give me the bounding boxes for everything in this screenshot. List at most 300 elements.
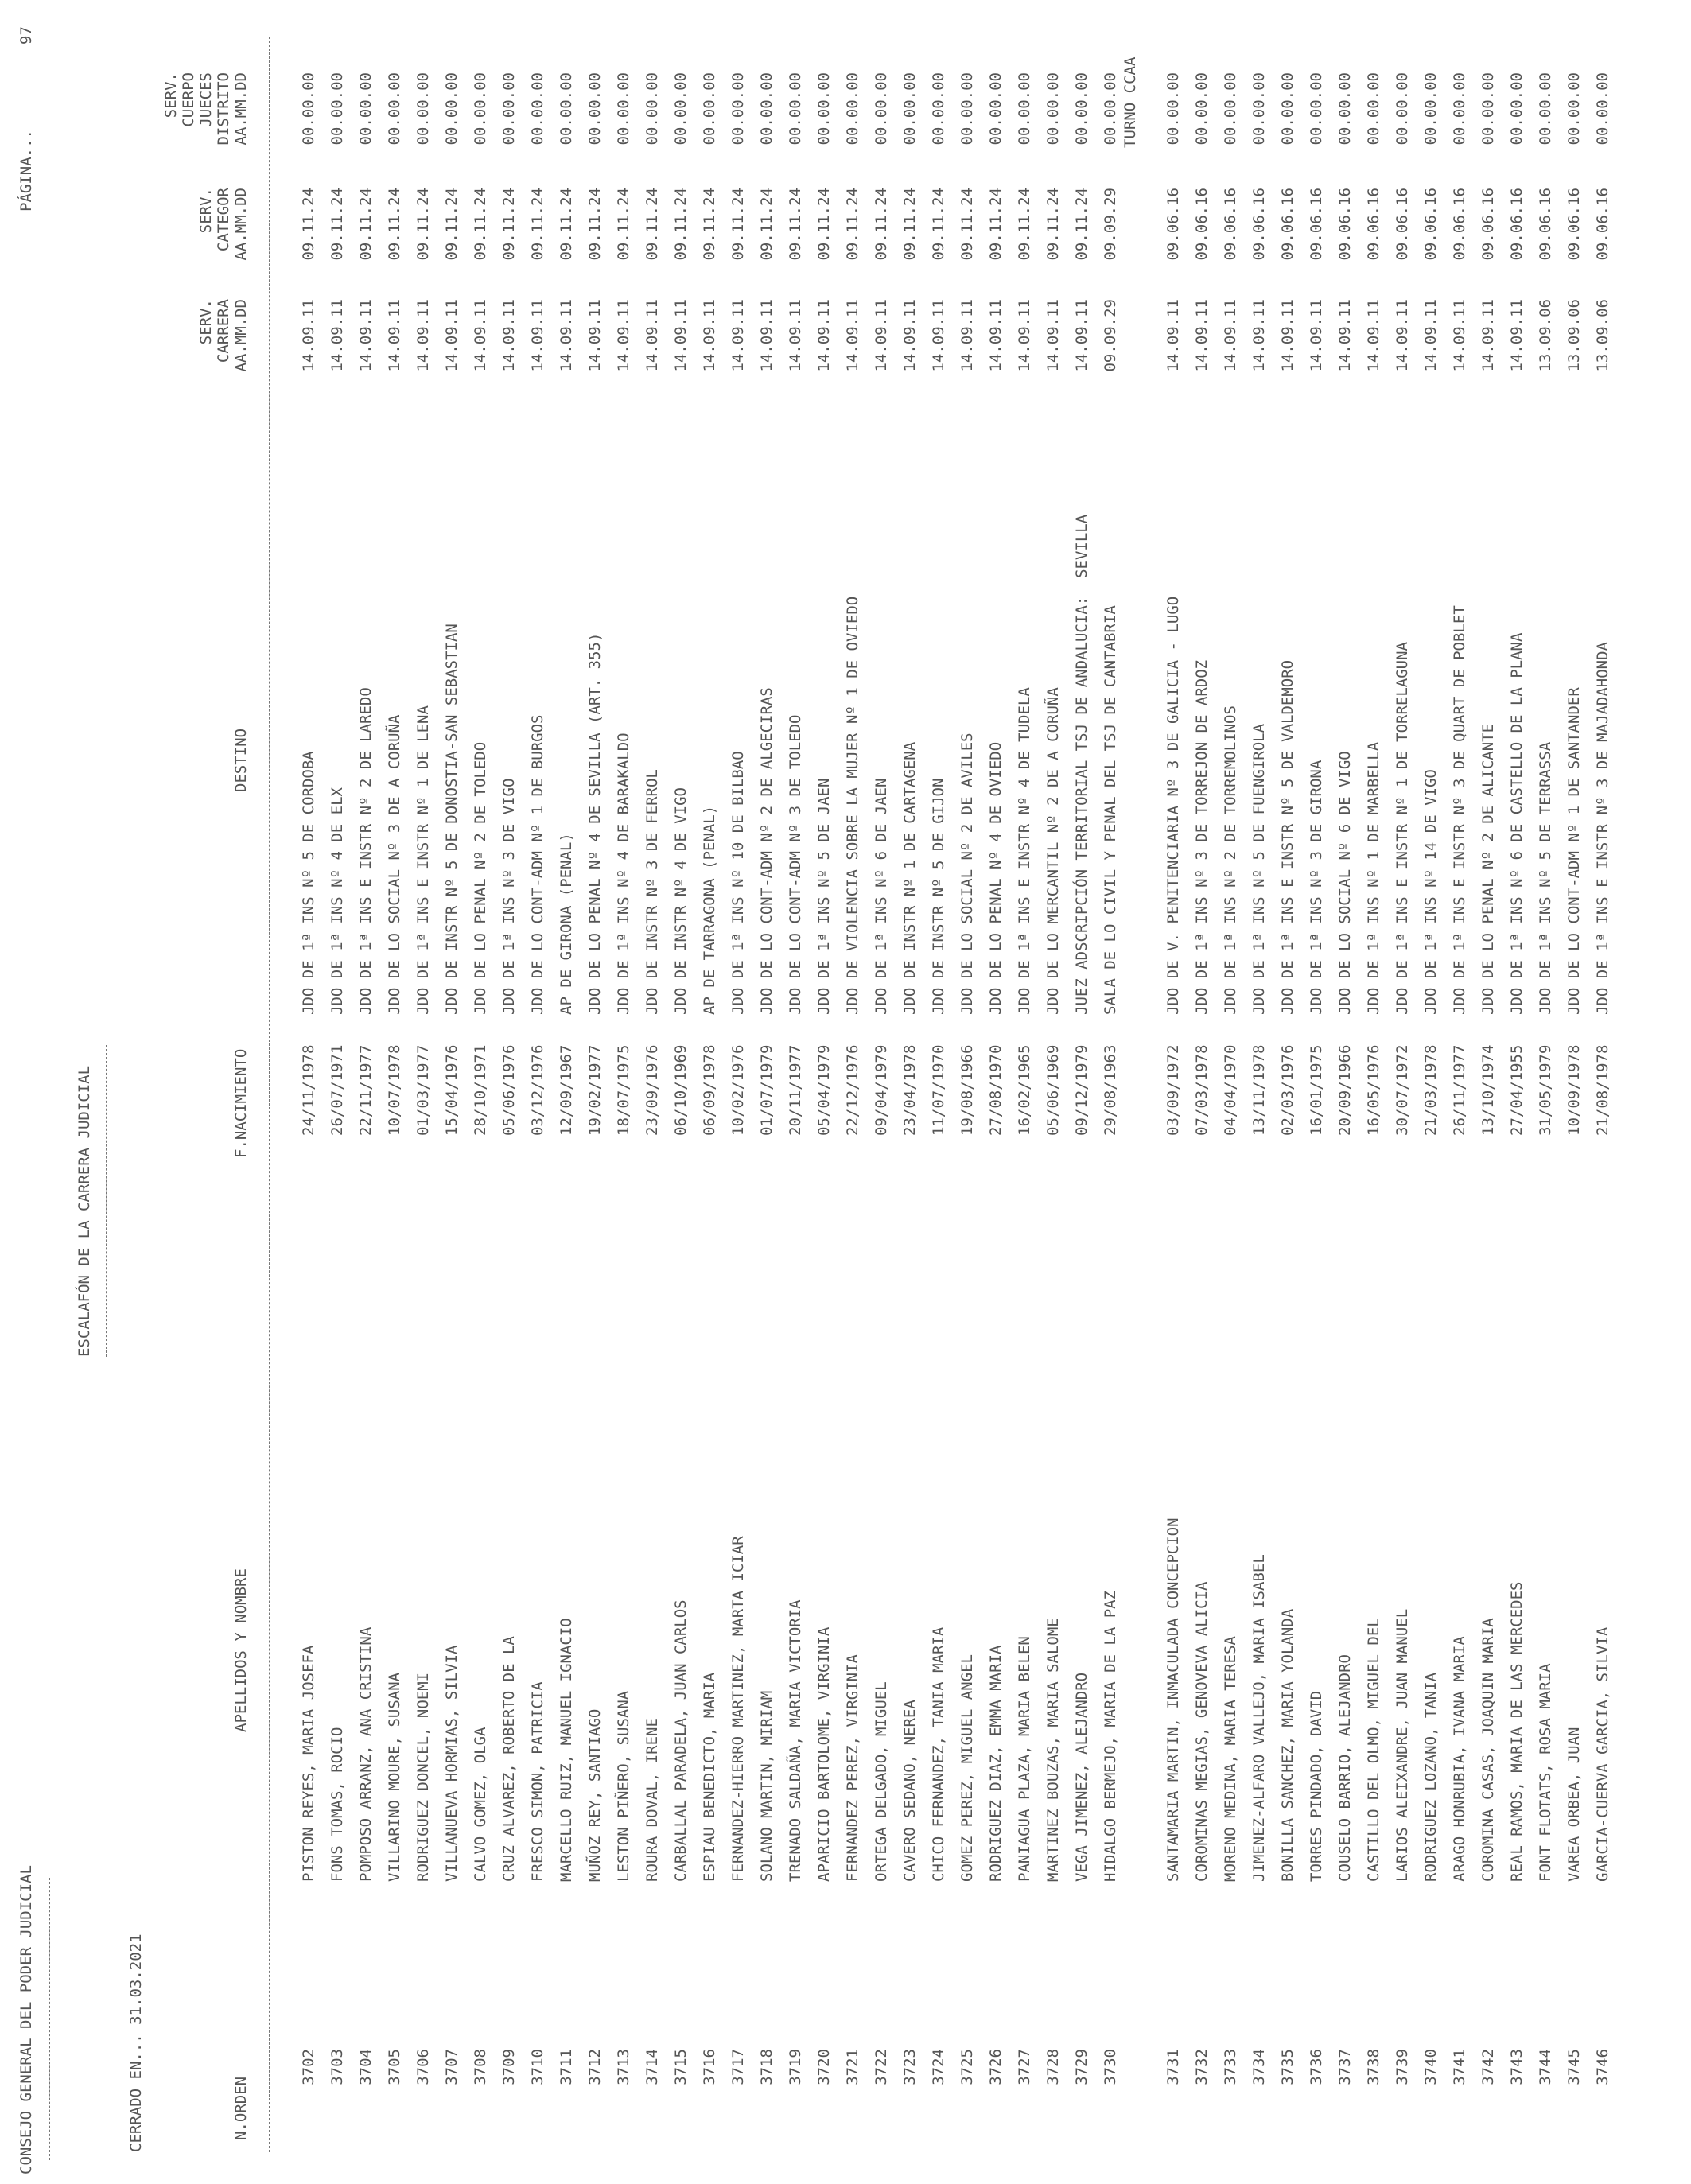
table-row	[1273, 0, 1302, 2184]
table-row	[437, 0, 466, 2184]
table-row	[1245, 0, 1273, 2184]
header-separator	[269, 37, 270, 2152]
serv-categor-cell: 09.11.24	[643, 188, 661, 261]
serv-distrito-cell: 00.00.00	[1073, 72, 1090, 146]
name-cell: FONT FLOTATS, ROSA MARIA	[1537, 1663, 1554, 1882]
orden-cell: 3742	[1479, 2049, 1497, 2085]
page-number: 97	[17, 26, 35, 45]
destination-cell: JDO DE LO SOCIAL Nº 3 DE A CORUÑA	[386, 714, 403, 1015]
destination-cell: JDO DE INSTR Nº 4 DE VIGO	[672, 787, 690, 1015]
birth-date-cell: 27/08/1970	[987, 1044, 1005, 1136]
serv-distrito-cell: 00.00.00	[1250, 72, 1268, 146]
serv-carrera-cell: 14.09.11	[1193, 299, 1211, 372]
serv-categor-cell: 09.06.16	[1193, 188, 1211, 261]
serv-carrera-cell: 14.09.11	[1394, 299, 1411, 372]
destination-cell: JDO DE 1ª INS Nº 2 DE TORREMOLINOS	[1222, 705, 1239, 1015]
serv-carrera-cell: 14.09.11	[787, 299, 804, 372]
serv-carrera-cell: 14.09.11	[357, 299, 375, 372]
destination-cell: JDO DE 1ª INS Nº 4 DE BARAKALDO	[615, 733, 632, 1015]
orden-cell: 3740	[1422, 2049, 1440, 2085]
table-row	[352, 0, 380, 2184]
serv-distrito-cell: 00.00.00	[1508, 72, 1526, 146]
orden-cell: 3713	[615, 2049, 632, 2085]
organization-underline	[49, 1878, 50, 2160]
header-categor-3: AA.MM.DD	[232, 188, 250, 261]
orden-cell: 3743	[1508, 2049, 1526, 2085]
serv-categor-cell: 09.06.16	[1308, 188, 1325, 261]
name-cell: LARIOS ALEIXANDRE, JUAN MANUEL	[1394, 1608, 1411, 1882]
name-cell: FERNANDEZ PEREZ, VIRGINIA	[844, 1654, 861, 1882]
serv-distrito-cell: 00.00.00	[1164, 72, 1182, 146]
orden-cell: 3735	[1279, 2049, 1296, 2085]
orden-cell: 3729	[1073, 2049, 1090, 2085]
serv-categor-cell: 09.11.24	[873, 188, 890, 261]
serv-distrito-cell: 00.00.00	[1451, 72, 1468, 146]
table-row	[1560, 0, 1588, 2184]
birth-date-cell: 05/04/1979	[815, 1044, 833, 1136]
serv-categor-cell: 09.06.16	[1250, 188, 1268, 261]
orden-cell: 3733	[1222, 2049, 1239, 2085]
table-row	[695, 0, 724, 2184]
name-cell: VEGA JIMENEZ, ALEJANDRO	[1073, 1672, 1090, 1882]
table-row	[724, 0, 752, 2184]
serv-categor-cell: 09.11.24	[1073, 188, 1090, 261]
serv-carrera-cell: 13.09.06	[1565, 299, 1583, 372]
serv-distrito-cell: 00.00.00	[1422, 72, 1440, 146]
destination-cell: JDO DE 1ª INS Nº 5 DE TERRASSA	[1537, 741, 1554, 1015]
birth-date-cell: 13/11/1978	[1250, 1044, 1268, 1136]
serv-distrito-cell: 00.00.00	[500, 72, 518, 146]
turno-ccaa-label: TURNO CCAA	[1122, 56, 1139, 148]
serv-carrera-cell: 14.09.11	[758, 299, 776, 372]
serv-distrito-cell: 00.00.00	[472, 72, 489, 146]
serv-distrito-cell: 00.00.00	[758, 72, 776, 146]
birth-date-cell: 12/09/1967	[558, 1044, 575, 1136]
serv-categor-cell: 09.11.24	[987, 188, 1005, 261]
birth-date-cell: 21/03/1978	[1422, 1044, 1440, 1136]
destination-cell: JDO DE VIOLENCIA SOBRE LA MUJER Nº 1 DE OVIEDO	[844, 596, 861, 1015]
birth-date-cell: 19/08/1966	[958, 1044, 976, 1136]
serv-categor-cell: 09.11.24	[815, 188, 833, 261]
birth-date-cell: 28/10/1971	[472, 1044, 489, 1136]
orden-cell: 3708	[472, 2049, 489, 2085]
serv-distrito-cell: 00.00.00	[844, 72, 861, 146]
serv-carrera-cell: 14.09.11	[701, 299, 718, 372]
name-cell: CARBALLAL PARADELA, JUAN CARLOS	[672, 1599, 690, 1882]
serv-carrera-cell: 14.09.11	[672, 299, 690, 372]
serv-categor-cell: 09.11.24	[758, 188, 776, 261]
serv-distrito-cell: 00.00.00	[1394, 72, 1411, 146]
serv-carrera-cell: 14.09.11	[1279, 299, 1296, 372]
orden-cell: 3703	[328, 2049, 346, 2085]
serv-distrito-cell: 00.00.00	[729, 72, 747, 146]
name-cell: REAL RAMOS, MARIA DE LAS MERCEDES	[1508, 1581, 1526, 1882]
orden-cell: 3728	[1044, 2049, 1062, 2085]
serv-categor-cell: 09.11.24	[558, 188, 575, 261]
birth-date-cell: 05/06/1969	[1044, 1044, 1062, 1136]
serv-distrito-cell: 00.00.00	[701, 72, 718, 146]
destination-cell: JDO DE 1ª INS E INSTR Nº 5 DE VALDEMORO	[1279, 659, 1296, 1015]
serv-carrera-cell: 14.09.11	[1479, 299, 1497, 372]
orden-cell: 3744	[1537, 2049, 1554, 2085]
name-cell: VAREA ORBEA, JUAN	[1565, 1727, 1583, 1882]
serv-categor-cell: 09.11.24	[328, 188, 346, 261]
orden-cell: 3737	[1336, 2049, 1354, 2085]
name-cell: ROURA DOVAL, IRENE	[643, 1718, 661, 1882]
name-cell: APARICIO BARTOLOME, VIRGINIA	[815, 1626, 833, 1882]
serv-categor-cell: 09.06.16	[1222, 188, 1239, 261]
table-row	[781, 0, 810, 2184]
orden-cell: 3727	[1016, 2049, 1033, 2085]
serv-categor-cell: 09.11.24	[500, 188, 518, 261]
orden-cell: 3718	[758, 2049, 776, 2085]
name-cell: FERNANDEZ-HIERRO MARTINEZ, MARTA ICIAR	[729, 1536, 747, 1882]
table-row	[1331, 0, 1359, 2184]
table-row	[953, 0, 982, 2184]
name-cell: MARCELLO RUIZ, MANUEL IGNACIO	[558, 1618, 575, 1882]
orden-cell: 3741	[1451, 2049, 1468, 2085]
header-categor-1: SERV.	[197, 188, 215, 234]
serv-categor-cell: 09.11.24	[701, 188, 718, 261]
destination-cell: JDO DE INSTR Nº 5 DE GIJON	[930, 778, 947, 1015]
orden-cell: 3712	[586, 2049, 604, 2085]
name-cell: FONS TOMAS, ROCIO	[328, 1727, 346, 1882]
serv-carrera-cell: 14.09.11	[643, 299, 661, 372]
name-cell: CAVERO SEDANO, NEREA	[901, 1700, 919, 1882]
header-nacimiento: F.NACIMIENTO	[232, 1048, 250, 1158]
orden-cell: 3704	[357, 2049, 375, 2085]
birth-date-cell: 22/11/1977	[357, 1044, 375, 1136]
table-row	[752, 0, 781, 2184]
table-row	[1159, 0, 1188, 2184]
header-distrito-2: CUERPO	[180, 72, 197, 127]
name-cell: MUÑOZ REY, SANTIAGO	[586, 1708, 604, 1882]
name-cell: GARCIA-CUERVA GARCIA, SILVIA	[1594, 1626, 1611, 1882]
header-carrera-3: AA.MM.DD	[232, 299, 250, 372]
serv-carrera-cell: 14.09.11	[815, 299, 833, 372]
serv-carrera-cell: 14.09.11	[873, 299, 890, 372]
name-cell: VILLARINO MOURE, SUSANA	[386, 1672, 403, 1882]
birth-date-cell: 10/02/1976	[729, 1044, 747, 1136]
table-row	[1388, 0, 1417, 2184]
name-cell: CASTILLO DEL OLMO, MIGUEL DEL	[1365, 1618, 1382, 1882]
orden-cell: 3709	[500, 2049, 518, 2085]
serv-categor-cell: 09.11.24	[672, 188, 690, 261]
table-row	[609, 0, 638, 2184]
table-row	[1188, 0, 1216, 2184]
serv-distrito-cell: 00.00.00	[1044, 72, 1062, 146]
serv-distrito-cell: 00.00.00	[1016, 72, 1033, 146]
name-cell: ARAGO HONRUBIA, IVANA MARIA	[1451, 1636, 1468, 1882]
name-cell: COROMINAS MEGIAS, GENOVEVA ALICIA	[1193, 1581, 1211, 1882]
serv-categor-cell: 09.06.16	[1565, 188, 1583, 261]
serv-distrito-cell: 00.00.00	[1279, 72, 1296, 146]
name-cell: GOMEZ PEREZ, MIGUEL ANGEL	[958, 1654, 976, 1882]
serv-categor-cell: 09.11.24	[787, 188, 804, 261]
serv-distrito-cell: 00.00.00	[787, 72, 804, 146]
serv-distrito-cell: 00.00.00	[930, 72, 947, 146]
destination-cell: JDO DE LO CONT-ADM Nº 1 DE BURGOS	[529, 714, 546, 1015]
table-row	[1216, 0, 1245, 2184]
birth-date-cell: 16/02/1965	[1016, 1044, 1033, 1136]
serv-carrera-cell: 14.09.11	[386, 299, 403, 372]
serv-carrera-cell: 14.09.11	[1451, 299, 1468, 372]
serv-categor-cell: 09.06.16	[1422, 188, 1440, 261]
orden-cell: 3724	[930, 2049, 947, 2085]
birth-date-cell: 06/10/1969	[672, 1044, 690, 1136]
destination-cell: SALA DE LO CIVIL Y PENAL DEL TSJ DE CANTABRIA	[1102, 605, 1119, 1015]
table-row	[1039, 0, 1067, 2184]
birth-date-cell: 10/07/1978	[386, 1044, 403, 1136]
table-row	[838, 0, 867, 2184]
table-row	[867, 0, 896, 2184]
serv-carrera-cell: 14.09.11	[500, 299, 518, 372]
serv-categor-cell: 09.11.24	[1044, 188, 1062, 261]
serv-distrito-cell: 00.00.00	[1102, 72, 1119, 146]
orden-cell: 3730	[1102, 2049, 1119, 2085]
serv-categor-cell: 09.06.16	[1537, 188, 1554, 261]
orden-cell: 3723	[901, 2049, 919, 2085]
orden-cell: 3715	[672, 2049, 690, 2085]
table-row	[1502, 0, 1531, 2184]
destination-cell: JDO DE LO PENAL Nº 4 DE SEVILLA (ART. 355)	[586, 632, 604, 1015]
serv-carrera-cell: 14.09.11	[328, 299, 346, 372]
table-row	[810, 0, 838, 2184]
serv-distrito-cell: 00.00.00	[1193, 72, 1211, 146]
serv-carrera-cell: 14.09.11	[443, 299, 461, 372]
serv-distrito-cell: 00.00.00	[558, 72, 575, 146]
table-row	[294, 0, 323, 2184]
orden-cell: 3738	[1365, 2049, 1382, 2085]
table-row	[1417, 0, 1445, 2184]
destination-cell: JDO DE LO CONT-ADM Nº 1 DE SANTANDER	[1565, 687, 1583, 1015]
serv-distrito-cell: 00.00.00	[958, 72, 976, 146]
birth-date-cell: 30/07/1972	[1394, 1044, 1411, 1136]
serv-carrera-cell: 14.09.11	[958, 299, 976, 372]
orden-cell: 3731	[1164, 2049, 1182, 2085]
serv-categor-cell: 09.11.24	[586, 188, 604, 261]
serv-categor-cell: 09.06.16	[1336, 188, 1354, 261]
closed-date: CERRADO EN... 31.03.2021	[127, 1933, 145, 2152]
destination-cell: JDO DE LO PENAL Nº 2 DE TOLEDO	[472, 741, 489, 1015]
serv-distrito-cell: 00.00.00	[987, 72, 1005, 146]
name-cell: SOLANO MARTIN, MIRIAM	[758, 1690, 776, 1882]
serv-carrera-cell: 14.09.11	[1164, 299, 1182, 372]
header-distrito-5: AA.MM.DD	[232, 72, 250, 146]
name-cell: POMPOSO ARRANZ, ANA CRISTINA	[357, 1626, 375, 1882]
serv-distrito-cell: 00.00.00	[1594, 72, 1611, 146]
serv-categor-cell: 09.11.24	[729, 188, 747, 261]
destination-cell: JDO DE 1ª INS E INSTR Nº 2 DE LAREDO	[357, 687, 375, 1015]
destination-cell: JDO DE 1ª INS Nº 5 DE CORDOBA	[300, 751, 317, 1015]
serv-distrito-cell: 00.00.00	[672, 72, 690, 146]
table-row	[409, 0, 437, 2184]
table-row	[667, 0, 695, 2184]
destination-cell: AP DE TARRAGONA (PENAL)	[701, 805, 718, 1015]
birth-date-cell: 16/01/1975	[1308, 1044, 1325, 1136]
serv-distrito-cell: 00.00.00	[1222, 72, 1239, 146]
document-title: ESCALAFÓN DE LA CARRERA JUDICIAL	[76, 1065, 93, 1357]
name-cell: TRENADO SALDAÑA, MARIA VICTORIA	[787, 1599, 804, 1882]
destination-cell: JDO DE 1ª INS Nº 10 DE BILBAO	[729, 751, 747, 1015]
table-row	[638, 0, 667, 2184]
destination-cell: JDO DE 1ª INS E INSTR Nº 3 DE MAJADAHONDA	[1594, 642, 1611, 1015]
name-cell: BONILLA SANCHEZ, MARIA YOLANDA	[1279, 1608, 1296, 1882]
destination-cell: JDO DE 1ª INS Nº 1 DE MARBELLA	[1365, 741, 1382, 1015]
header-distrito-1: SERV.	[162, 72, 180, 119]
destination-cell: JDO DE 1ª INS E INSTR Nº 3 DE QUART DE POBLET	[1451, 605, 1468, 1015]
header-nombre: APELLIDOS Y NOMBRE	[232, 1568, 250, 1732]
serv-distrito-cell: 00.00.00	[386, 72, 403, 146]
table-row	[1445, 0, 1474, 2184]
birth-date-cell: 26/11/1977	[1451, 1044, 1468, 1136]
serv-categor-cell: 09.06.16	[1279, 188, 1296, 261]
destination-cell: JDO DE 1ª INS Nº 3 DE VIGO	[500, 778, 518, 1015]
destination-cell: JDO DE LO SOCIAL Nº 2 DE AVILES	[958, 733, 976, 1015]
table-row	[1067, 0, 1096, 2184]
orden-cell: 3711	[558, 2049, 575, 2085]
serv-categor-cell: 09.11.24	[615, 188, 632, 261]
table-row	[982, 0, 1010, 2184]
serv-carrera-cell: 14.09.11	[1073, 299, 1090, 372]
birth-date-cell: 02/03/1976	[1279, 1044, 1296, 1136]
birth-date-cell: 15/04/1976	[443, 1044, 461, 1136]
destination-cell: JDO DE LO CONT-ADM Nº 2 DE ALGECIRAS	[758, 687, 776, 1015]
table-row	[1359, 0, 1388, 2184]
name-cell: RODRIGUEZ LOZANO, TANIA	[1422, 1672, 1440, 1882]
table-row	[523, 0, 552, 2184]
orden-cell: 3726	[987, 2049, 1005, 2085]
serv-carrera-cell: 14.09.11	[1250, 299, 1268, 372]
destination-cell: JDO DE INSTR Nº 3 DE FERROL	[643, 769, 661, 1015]
serv-distrito-cell: 00.00.00	[643, 72, 661, 146]
birth-date-cell: 07/03/1978	[1193, 1044, 1211, 1136]
table-row	[1531, 0, 1560, 2184]
serv-carrera-cell: 14.09.11	[1336, 299, 1354, 372]
serv-categor-cell: 09.06.16	[1594, 188, 1611, 261]
table-row	[1474, 0, 1502, 2184]
serv-categor-cell: 09.11.24	[300, 188, 317, 261]
serv-distrito-cell: 00.00.00	[529, 72, 546, 146]
serv-categor-cell: 09.11.24	[357, 188, 375, 261]
serv-carrera-cell: 13.09.06	[1537, 299, 1554, 372]
orden-cell: 3702	[300, 2049, 317, 2085]
serv-distrito-cell: 00.00.00	[1365, 72, 1382, 146]
name-cell: PISTON REYES, MARIA JOSEFA	[300, 1645, 317, 1882]
destination-cell: JDO DE 1ª INS Nº 6 DE CASTELLO DE LA PLANA	[1508, 632, 1526, 1015]
name-cell: TORRES PINDADO, DAVID	[1308, 1690, 1325, 1882]
serv-distrito-cell: 00.00.00	[615, 72, 632, 146]
birth-date-cell: 18/07/1975	[615, 1044, 632, 1136]
birth-date-cell: 01/03/1977	[414, 1044, 432, 1136]
destination-cell: JDO DE LO PENAL Nº 4 DE OVIEDO	[987, 741, 1005, 1015]
destination-cell: JDO DE INSTR Nº 1 DE CARTAGENA	[901, 741, 919, 1015]
serv-carrera-cell: 14.09.11	[1222, 299, 1239, 372]
serv-carrera-cell: 14.09.11	[844, 299, 861, 372]
destination-cell: JDO DE 1ª INS Nº 3 DE TORREJON DE ARDOZ	[1193, 659, 1211, 1015]
table-row	[1588, 0, 1617, 2184]
serv-categor-cell: 09.06.16	[1451, 188, 1468, 261]
table-row	[924, 0, 953, 2184]
table-row	[466, 0, 495, 2184]
orden-cell: 3725	[958, 2049, 976, 2085]
serv-categor-cell: 09.09.29	[1102, 188, 1119, 261]
birth-date-cell: 16/05/1976	[1365, 1044, 1382, 1136]
serv-distrito-cell: 00.00.00	[1336, 72, 1354, 146]
destination-cell: JDO DE 1ª INS E INSTR Nº 4 DE TUDELA	[1016, 687, 1033, 1015]
serv-categor-cell: 09.06.16	[1394, 188, 1411, 261]
serv-distrito-cell: 00.00.00	[414, 72, 432, 146]
serv-carrera-cell: 13.09.06	[1594, 299, 1611, 372]
destination-cell: JDO DE LO SOCIAL Nº 6 DE VIGO	[1336, 751, 1354, 1015]
birth-date-cell: 21/08/1978	[1594, 1044, 1611, 1136]
serv-categor-cell: 09.11.24	[414, 188, 432, 261]
birth-date-cell: 09/12/1979	[1073, 1044, 1090, 1136]
birth-date-cell: 06/09/1978	[701, 1044, 718, 1136]
orden-cell: 3722	[873, 2049, 890, 2085]
table-row	[581, 0, 609, 2184]
destination-cell: JDO DE 1ª INS Nº 5 DE JAEN	[815, 778, 833, 1015]
header-carrera-1: SERV.	[197, 299, 215, 345]
orden-cell: 3705	[386, 2049, 403, 2085]
birth-date-cell: 24/11/1978	[300, 1044, 317, 1136]
name-cell: VILLANUEVA HORMIAS, SILVIA	[443, 1645, 461, 1882]
name-cell: SANTAMARIA MARTIN, INMACULADA CONCEPCION	[1164, 1518, 1182, 1882]
serv-categor-cell: 09.11.24	[529, 188, 546, 261]
birth-date-cell: 19/02/1977	[586, 1044, 604, 1136]
page-label: PÁGINA...	[17, 130, 35, 212]
serv-categor-cell: 09.11.24	[472, 188, 489, 261]
table-row	[896, 0, 924, 2184]
serv-categor-cell: 09.11.24	[386, 188, 403, 261]
birth-date-cell: 27/04/1955	[1508, 1044, 1526, 1136]
destination-cell: JDO DE 1ª INS E INSTR Nº 1 DE LENA	[414, 705, 432, 1015]
name-cell: RODRIGUEZ DONCEL, NOEMI	[414, 1672, 432, 1882]
destination-cell: JDO DE 1ª INS Nº 6 DE JAEN	[873, 778, 890, 1015]
header-orden: N.ORDEN	[232, 2076, 250, 2140]
serv-carrera-cell: 14.09.11	[987, 299, 1005, 372]
birth-date-cell: 09/04/1979	[873, 1044, 890, 1136]
serv-carrera-cell: 14.09.11	[1308, 299, 1325, 372]
name-cell: ORTEGA DELGADO, MIGUEL	[873, 1681, 890, 1882]
orden-cell: 3706	[414, 2049, 432, 2085]
name-cell: COROMINA CASAS, JOAQUIN MARIA	[1479, 1618, 1497, 1882]
name-cell: CRUZ ALVAREZ, ROBERTO DE LA	[500, 1636, 518, 1882]
name-cell: MARTINEZ BOUZAS, MARIA SALOME	[1044, 1618, 1062, 1882]
orden-cell: 3707	[443, 2049, 461, 2085]
header-distrito-4: DISTRITO	[215, 72, 232, 146]
serv-carrera-cell: 14.09.11	[1508, 299, 1526, 372]
header-carrera-2: CARRERA	[215, 299, 232, 363]
organization-name: CONSEJO GENERAL DEL PODER JUDICIAL	[17, 1865, 35, 2174]
serv-distrito-cell: 00.00.00	[901, 72, 919, 146]
serv-categor-cell: 09.06.16	[1365, 188, 1382, 261]
destination-cell: JDO DE 1ª INS Nº 3 DE GIRONA	[1308, 760, 1325, 1015]
title-underline	[106, 1045, 107, 1357]
name-cell: JIMENEZ-ALFARO VALLEJO, MARIA ISABEL	[1250, 1554, 1268, 1882]
birth-date-cell: 20/11/1977	[787, 1044, 804, 1136]
table-row	[495, 0, 523, 2184]
serv-distrito-cell: 00.00.00	[873, 72, 890, 146]
name-cell: HIDALGO BERMEJO, MARIA DE LA PAZ	[1102, 1590, 1119, 1882]
serv-carrera-cell: 14.09.11	[1422, 299, 1440, 372]
birth-date-cell: 26/07/1971	[328, 1044, 346, 1136]
orden-cell: 3717	[729, 2049, 747, 2085]
serv-distrito-cell: 00.00.00	[1479, 72, 1497, 146]
serv-categor-cell: 09.11.24	[930, 188, 947, 261]
orden-cell: 3710	[529, 2049, 546, 2085]
name-cell: RODRIGUEZ DIAZ, EMMA MARIA	[987, 1645, 1005, 1882]
